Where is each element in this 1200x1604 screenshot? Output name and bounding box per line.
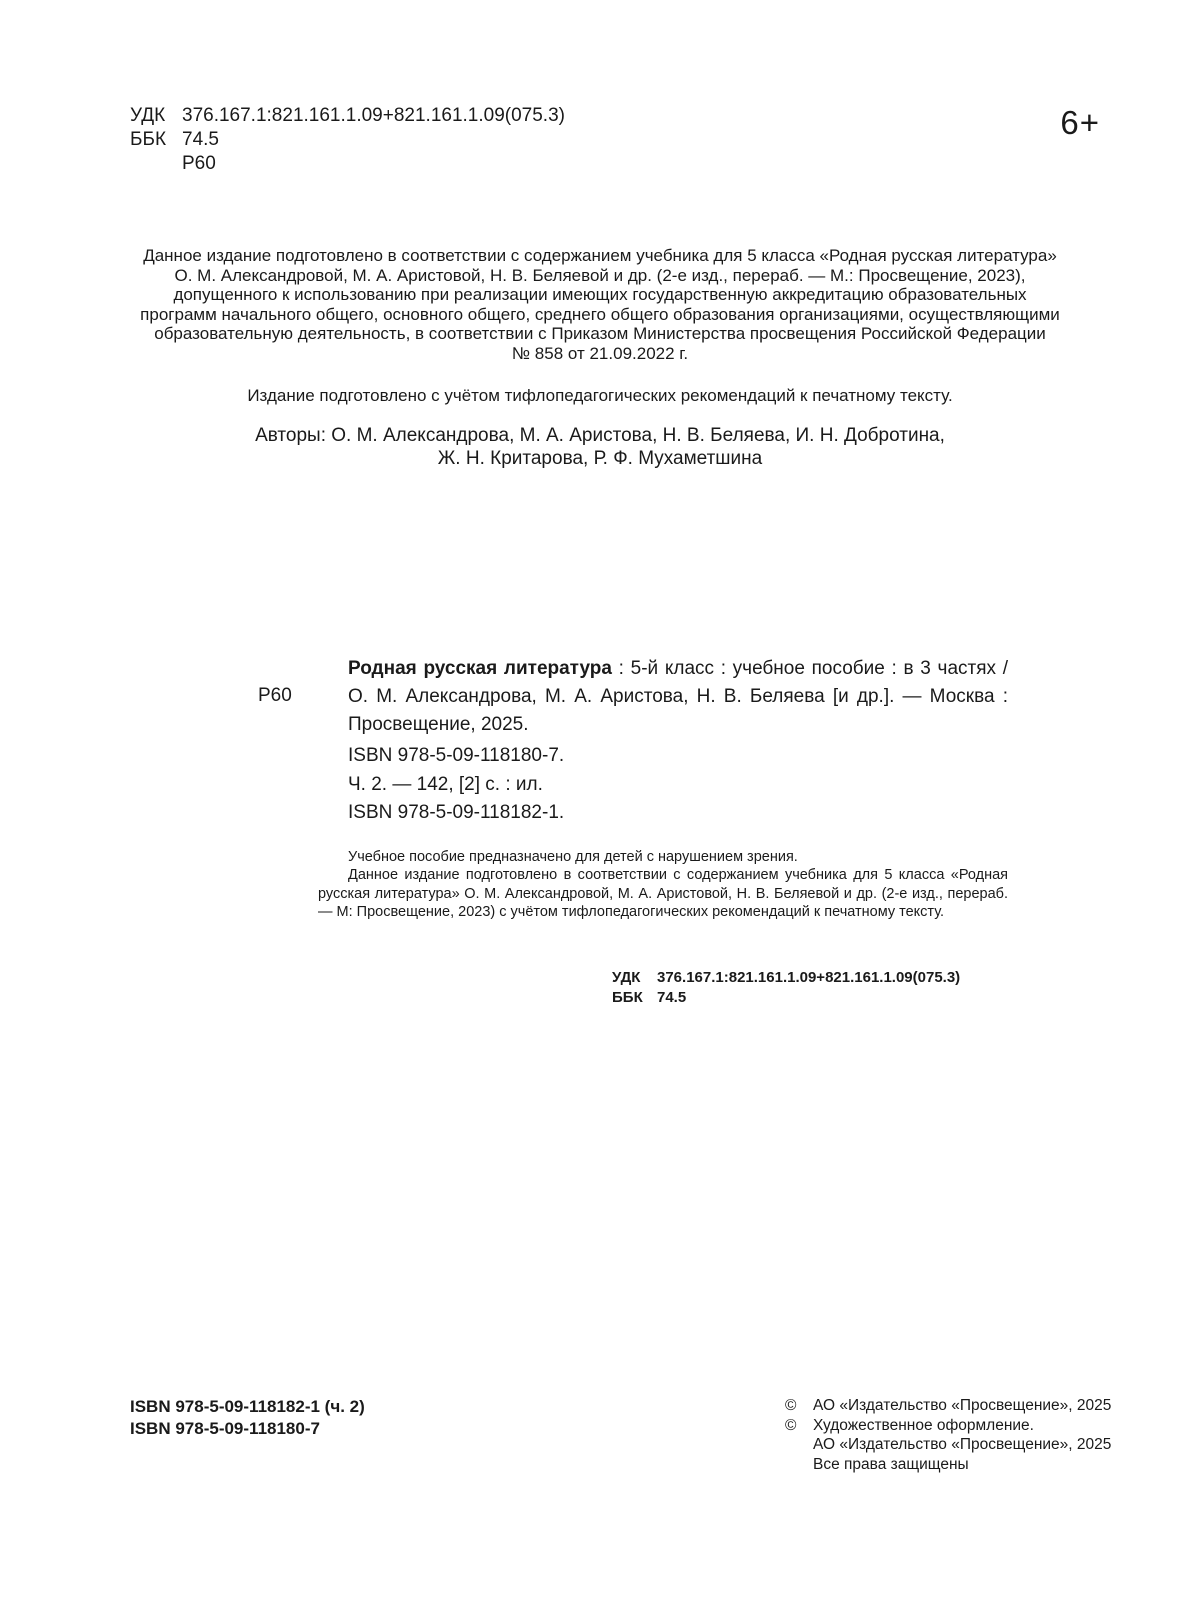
- card-note-1: Учебное пособие предназначено для детей с нарушением зрения.: [348, 849, 798, 865]
- copyright-text-3: АО «Издательство «Просвещение», 2025: [813, 1436, 1112, 1453]
- card-part: Ч. 2. — 142, [2] с. : ил.: [348, 773, 543, 795]
- bbk-label: ББК: [130, 129, 167, 150]
- card-code: Р60: [258, 685, 292, 706]
- copyright-row: [785, 1455, 1111, 1475]
- copyright-row: [785, 1396, 1111, 1416]
- card-bbk-row: [612, 988, 960, 1008]
- intro-line: допущенного к использованию при реализации имеющих государственную аккредитацию образовательных: [173, 285, 1027, 304]
- card-bbk-value: 74.5: [657, 989, 687, 1006]
- copyright-text-4: Все права защищены: [813, 1455, 969, 1473]
- intro-line: № 858 от 21.09.2022 г.: [511, 343, 689, 363]
- card-isbn-part: ISBN 978-5-09-118182-1.: [348, 802, 565, 823]
- udk-value: 376.167.1:821.161.1.09+821.161.1.09(075.3): [182, 105, 565, 126]
- card-udk-row: [612, 968, 960, 988]
- bbk-value: 74.5: [182, 129, 219, 150]
- udk-label: УДК: [130, 105, 166, 126]
- copyright-row: [785, 1435, 1111, 1455]
- card-details: [348, 742, 564, 828]
- bbk-row: [130, 128, 219, 152]
- intro-line: Данное издание подготовлено в соответствии с содержанием учебника для 5 класса «Родная русская литература»: [143, 246, 1057, 265]
- card-bbk-label: ББК: [612, 989, 643, 1006]
- card-udk-value: 376.167.1:821.161.1.09+821.161.1.09(075.3): [657, 969, 961, 986]
- udk-row: [130, 104, 565, 128]
- authors-block: [120, 424, 1080, 470]
- copyright-icon: ©: [785, 1416, 797, 1434]
- intro-line: образовательную деятельность, в соответствии с Приказом Министерства просвещения Российской Федерации: [154, 324, 1046, 343]
- authors-line-2: Ж. Н. Критарова, Р. Ф. Мухаметшина: [437, 448, 763, 469]
- footer-isbn-1: ISBN 978-5-09-118182-1 (ч. 2): [130, 1397, 365, 1416]
- copyright-text-1: АО «Издательство «Просвещение», 2025: [813, 1397, 1112, 1414]
- copyright-text-2: Художественное оформление.: [813, 1416, 1034, 1434]
- copyright-icon: ©: [785, 1397, 797, 1414]
- footer-copyright-block: [785, 1396, 1111, 1474]
- age-rating: 6+: [1060, 104, 1100, 141]
- copyright-row: [785, 1416, 1111, 1436]
- author-mark: Р60: [182, 153, 216, 174]
- intro-line: программ начального общего, основного общего, среднего общего образования организациями, осуществляющими: [140, 304, 1060, 324]
- card-classification: [612, 968, 960, 1008]
- card-bibliographic-entry: [348, 655, 1008, 739]
- card-udk-label: УДК: [612, 969, 641, 986]
- card-title-rest: : 5-й класс : учебное пособие : в 3 частях / О. М. Александрова, М. А. Аристова, Н. В. Беляева [и др.]. — Москва : Просвещение, 2025.: [348, 658, 1008, 735]
- card-title: Родная русская литература: [348, 658, 612, 679]
- card-isbn-set: ISBN 978-5-09-118180-7.: [348, 745, 565, 766]
- footer-isbn-2: ISBN 978-5-09-118180-7: [130, 1419, 320, 1438]
- tiflo-note: Издание подготовлено с учётом тифлопедагогических рекомендаций к печатному тексту.: [247, 386, 953, 405]
- card-annotation: [318, 848, 1008, 921]
- intro-line: О. М. Александровой, М. А. Аристовой, Н. В. Беляевой и др. (2-е изд., перераб. — М.: Просвещение, 2023),: [174, 265, 1026, 285]
- authors-line-1: Авторы: О. М. Александрова, М. А. Аристова, Н. В. Беляева, И. Н. Добротина,: [255, 425, 945, 446]
- intro-paragraph: [120, 246, 1080, 363]
- footer-isbn-block: [130, 1396, 365, 1440]
- card-note-2: Данное издание подготовлено в соответствии с содержанием учебника для 5 класса «Родная русская литература» О. М. Александровой, М. А. Аристовой, Н. В. Беляевой и др. (2-е изд., перераб. — М: Просвещение, 2023) с учётом тифлопедагогических рекомендаций к печатному тексту.: [318, 867, 1008, 920]
